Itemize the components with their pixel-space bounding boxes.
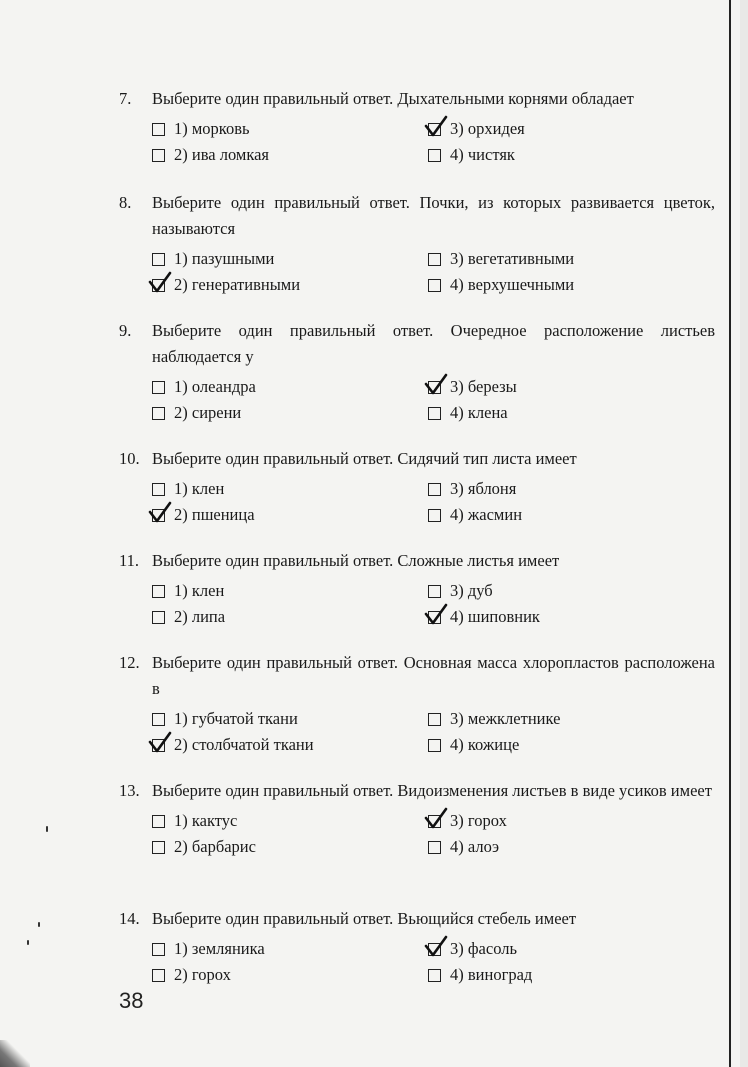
question-10 (119, 446, 715, 528)
answer-option[interactable] (428, 604, 540, 630)
option-label: 3) орхидея (450, 119, 525, 138)
option-label: 1) губчатой ткани (174, 709, 298, 728)
option-label: 1) морковь (174, 119, 250, 138)
option-label: 2) столбчатой ткани (174, 735, 314, 754)
question-13 (119, 778, 715, 860)
answer-option[interactable] (152, 142, 269, 168)
checkbox[interactable] (428, 739, 441, 752)
option-label: 3) межклетнике (450, 709, 561, 728)
handwritten-check-icon (424, 115, 450, 139)
checkbox[interactable] (152, 253, 165, 266)
answer-options (119, 116, 715, 168)
checkbox[interactable] (428, 841, 441, 854)
question-text: Выберите один правильный ответ. Сложные листья имеет (152, 551, 560, 570)
answer-option[interactable] (428, 936, 517, 962)
checkbox[interactable] (152, 123, 165, 136)
corner-shadow (0, 1040, 30, 1067)
question-text: Выберите один правильный ответ. Дыхательными корнями обладает (152, 89, 634, 108)
checked-checkbox[interactable] (428, 381, 441, 394)
checked-checkbox[interactable] (428, 123, 441, 136)
answer-options (119, 706, 715, 758)
question-header (119, 86, 715, 112)
checkbox[interactable] (152, 969, 165, 982)
option-label: 3) горох (450, 811, 507, 830)
option-label: 3) березы (450, 377, 517, 396)
checkbox[interactable] (428, 713, 441, 726)
checkbox[interactable] (428, 969, 441, 982)
answer-option[interactable] (152, 732, 314, 758)
handwritten-check-icon (424, 373, 450, 397)
checked-checkbox[interactable] (428, 815, 441, 828)
question-8 (119, 190, 715, 298)
question-number: 7. (119, 89, 132, 108)
answer-option[interactable] (428, 400, 508, 426)
answer-option[interactable] (152, 808, 237, 834)
option-label: 2) пшеница (174, 505, 255, 524)
handwritten-check-icon (424, 807, 450, 831)
question-number: 10. (119, 449, 140, 468)
checkbox[interactable] (428, 509, 441, 522)
answer-option[interactable] (152, 962, 231, 988)
checkbox[interactable] (152, 713, 165, 726)
answer-option[interactable] (152, 400, 241, 426)
question-text: Выберите один правильный ответ. Видоизменения листьев в виде усиков имеет (152, 781, 712, 800)
answer-option[interactable] (152, 246, 274, 272)
checkbox[interactable] (152, 381, 165, 394)
answer-option[interactable] (152, 374, 256, 400)
answer-option[interactable] (152, 706, 298, 732)
question-11 (119, 548, 715, 630)
question-9 (119, 318, 715, 426)
option-label: 3) фасоль (450, 939, 517, 958)
checkbox[interactable] (428, 149, 441, 162)
answer-options (119, 246, 715, 298)
checkbox[interactable] (152, 611, 165, 624)
page-margin (740, 0, 748, 1067)
answer-option[interactable] (152, 604, 225, 630)
checkbox[interactable] (152, 585, 165, 598)
option-label: 2) горох (174, 965, 231, 984)
answer-option[interactable] (428, 578, 493, 604)
answer-options (119, 374, 715, 426)
option-label: 1) пазушными (174, 249, 275, 268)
option-label: 1) клен (174, 479, 225, 498)
checkbox[interactable] (428, 253, 441, 266)
option-label: 3) дуб (450, 581, 493, 600)
answer-option[interactable] (428, 374, 517, 400)
answer-option[interactable] (428, 116, 525, 142)
checkbox[interactable] (428, 585, 441, 598)
answer-option[interactable] (428, 476, 516, 502)
option-label: 1) клен (174, 581, 225, 600)
checkbox[interactable] (152, 841, 165, 854)
question-header (119, 778, 715, 804)
option-label: 1) кактус (174, 811, 238, 830)
answer-option[interactable] (428, 962, 532, 988)
option-label: 1) олеандра (174, 377, 256, 396)
checkbox[interactable] (428, 279, 441, 292)
checkbox[interactable] (428, 483, 441, 496)
checkbox[interactable] (428, 407, 441, 420)
handwritten-check-icon (424, 935, 450, 959)
option-label: 4) алоэ (450, 837, 500, 856)
page-number: 38 (119, 988, 144, 1013)
question-text: Выберите один правильный ответ. Основная масса хлоропластов расположена в (152, 653, 715, 698)
option-label: 4) кожице (450, 735, 520, 754)
option-label: 2) липа (174, 607, 226, 626)
option-label: 2) сирени (174, 403, 242, 422)
checkbox[interactable] (152, 407, 165, 420)
question-number: 13. (119, 781, 140, 800)
answer-option[interactable] (428, 706, 560, 732)
question-number: 14. (119, 909, 140, 928)
answer-option[interactable] (152, 502, 255, 528)
answer-options (119, 936, 715, 988)
checkbox[interactable] (152, 815, 165, 828)
answer-options (119, 808, 715, 860)
scan-speck (27, 940, 29, 945)
question-number: 8. (119, 193, 132, 212)
answer-option[interactable] (428, 502, 522, 528)
answer-option[interactable] (152, 476, 224, 502)
answer-option[interactable] (152, 578, 224, 604)
answer-option[interactable] (152, 936, 265, 962)
checked-checkbox[interactable] (152, 509, 165, 522)
handwritten-check-icon (424, 603, 450, 627)
checkbox[interactable] (152, 483, 165, 496)
option-label: 4) жасмин (450, 505, 523, 524)
answer-option[interactable] (428, 142, 515, 168)
answer-option[interactable] (152, 834, 256, 860)
answer-option[interactable] (428, 246, 574, 272)
option-label: 4) чистяк (450, 145, 515, 164)
checked-checkbox[interactable] (428, 943, 441, 956)
checkbox[interactable] (152, 943, 165, 956)
answer-option[interactable] (428, 732, 519, 758)
option-label: 2) ива ломкая (174, 145, 270, 164)
option-label: 4) верхушечными (450, 275, 575, 294)
option-label: 2) барбарис (174, 837, 256, 856)
question-header (119, 446, 715, 472)
question-14 (119, 906, 715, 988)
answer-option[interactable] (152, 272, 300, 298)
option-label: 4) клена (450, 403, 508, 422)
page-edge-line (729, 0, 731, 1067)
checkbox[interactable] (152, 149, 165, 162)
question-header (119, 548, 715, 574)
handwritten-check-icon (148, 731, 174, 755)
option-label: 3) яблоня (450, 479, 517, 498)
option-label: 4) виноград (450, 965, 533, 984)
option-label: 3) вегетативными (450, 249, 575, 268)
question-text: Выберите один правильный ответ. Очередное расположение листьев наблюдается у (152, 321, 715, 366)
answer-option[interactable] (152, 116, 250, 142)
answer-option[interactable] (428, 808, 507, 834)
checked-checkbox[interactable] (152, 279, 165, 292)
question-number: 11. (119, 551, 140, 570)
checked-checkbox[interactable] (152, 739, 165, 752)
question-header (119, 190, 715, 242)
question-text: Выберите один правильный ответ. Вьющийся стебель имеет (152, 909, 577, 928)
handwritten-check-icon (148, 501, 174, 525)
scan-speck (38, 922, 40, 927)
option-label: 1) земляника (174, 939, 265, 958)
answer-option[interactable] (428, 834, 499, 860)
question-12 (119, 650, 715, 758)
question-text: Выберите один правильный ответ. Почки, из которых развивается цветок, называются (152, 193, 715, 238)
question-header (119, 906, 715, 932)
answer-options (119, 578, 715, 630)
answer-option[interactable] (428, 272, 574, 298)
question-header (119, 318, 715, 370)
question-number: 9. (119, 321, 132, 340)
checked-checkbox[interactable] (428, 611, 441, 624)
answer-options (119, 476, 715, 528)
question-text: Выберите один правильный ответ. Сидячий тип листа имеет (152, 449, 577, 468)
option-label: 2) генеративными (174, 275, 301, 294)
question-7 (119, 86, 715, 168)
scan-speck (46, 826, 48, 832)
option-label: 4) шиповник (450, 607, 540, 626)
handwritten-check-icon (148, 271, 174, 295)
question-number: 12. (119, 653, 140, 672)
question-header (119, 650, 715, 702)
